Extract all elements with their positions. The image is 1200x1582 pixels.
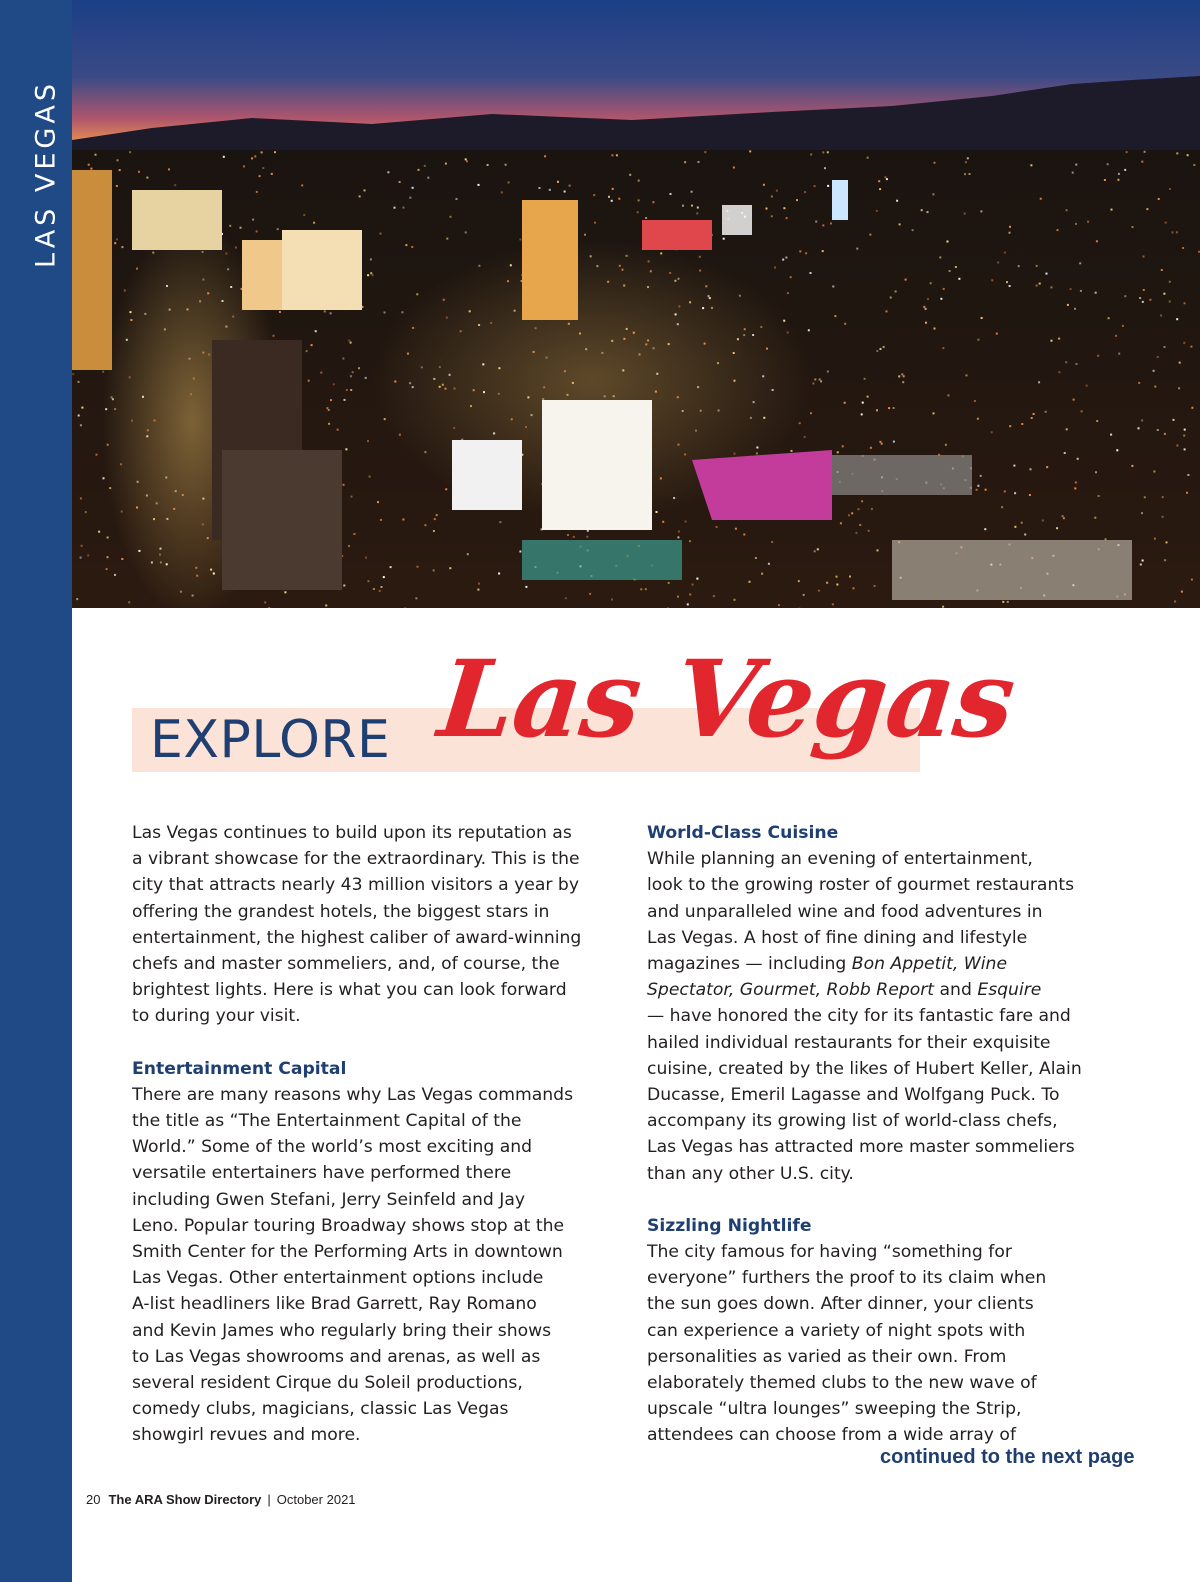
text-line: chefs and master sommeliers, and, of course, the	[132, 954, 560, 975]
cuisine-line: and unparalleled wine and food adventures in	[647, 901, 1043, 922]
text-line: the sun goes down. After dinner, your clients	[647, 1294, 1034, 1315]
entertainment-paragraph	[132, 1082, 610, 1449]
magazine-names: Spectator, Gourmet, Robb Report	[647, 980, 935, 1001]
text-line: a vibrant showcase for the extraordinary. This is the	[132, 849, 580, 870]
text-line: versatile entertainers have performed there	[132, 1163, 512, 1184]
right-column	[647, 820, 1117, 1449]
text-line: to during your visit.	[132, 1006, 301, 1027]
text-line: personalities as varied as their own. From	[647, 1346, 1007, 1367]
text-line: Las Vegas continues to build upon its reputation as	[132, 823, 572, 843]
text-line: to Las Vegas showrooms and arenas, as well as	[132, 1346, 541, 1367]
text-line: upscale “ultra lounges” sweeping the Strip,	[647, 1399, 1022, 1420]
cuisine-line: While planning an evening of entertainment,	[647, 849, 1033, 870]
issue-date: October 2021	[276, 1492, 356, 1507]
text-line: The city famous for having “something for	[647, 1242, 1012, 1263]
text-line: World.” Some of the world’s most exciting and	[132, 1137, 533, 1158]
text-line: Ducasse, Emeril Lagasse and Wolfgang Puck. To	[647, 1085, 1060, 1106]
text-line: entertainment, the highest caliber of award-winning	[132, 927, 582, 948]
nightlife-paragraph	[647, 1239, 1117, 1449]
cuisine-line	[647, 951, 1117, 977]
cuisine-line: look to the growing roster of gourmet restaurants	[647, 875, 1075, 896]
city-skyline-night-photo-icon	[72, 0, 1200, 608]
text-line: Smith Center for the Performing Arts in downtown	[132, 1242, 563, 1263]
text-line: A-list headliners like Brad Garrett, Ray Romano	[132, 1294, 537, 1315]
magazine-names: Bon Appetit, Wine	[851, 954, 1008, 975]
nightlife-heading: Sizzling Nightlife	[647, 1215, 812, 1236]
footer	[86, 1492, 356, 1507]
cuisine-text: and	[934, 980, 978, 1001]
text-line: and Kevin James who regularly bring their shows	[132, 1320, 552, 1341]
text-line: Las Vegas has attracted more master sommeliers	[647, 1137, 1075, 1158]
text-line: cuisine, created by the likes of Hubert Keller, Alain	[647, 1058, 1082, 1079]
left-column	[132, 820, 610, 1449]
text-line: showgirl revues and more.	[132, 1425, 361, 1446]
text-line: comedy clubs, magicians, classic Las Vegas	[132, 1399, 509, 1420]
title-explore: EXPLORE	[150, 710, 391, 770]
text-line: hailed individual restaurants for their exquisite	[647, 1032, 1051, 1053]
cuisine-text: magazines — including	[647, 954, 852, 975]
cuisine-line: Las Vegas. A host of fine dining and lifestyle	[647, 927, 1028, 948]
text-line: can experience a variety of night spots with	[647, 1320, 1026, 1341]
text-line: — have honored the city for its fantastic fare and	[647, 1006, 1071, 1027]
text-line: Las Vegas. Other entertainment options include	[132, 1268, 544, 1289]
text-line: elaborately themed clubs to the new wave of	[647, 1373, 1037, 1394]
text-line: accompany its growing list of world-class chefs,	[647, 1111, 1058, 1132]
intro-paragraph	[132, 820, 610, 1030]
text-line: several resident Cirque du Soleil productions,	[132, 1373, 523, 1394]
title-script: Las Vegas	[433, 636, 1020, 761]
side-bar	[0, 0, 72, 1582]
hero-photo	[72, 0, 1200, 608]
text-line: the title as “The Entertainment Capital of the	[132, 1111, 522, 1132]
footer-separator: |	[267, 1492, 271, 1507]
entertainment-heading: Entertainment Capital	[132, 1058, 347, 1079]
section-label: LAS VEGAS	[30, 80, 62, 268]
cuisine-line	[647, 977, 1117, 1003]
cuisine-heading: World-Class Cuisine	[647, 823, 839, 843]
page-number: 20	[86, 1492, 101, 1507]
text-line: than any other U.S. city.	[647, 1163, 854, 1184]
text-line: Leno. Popular touring Broadway shows stop at the	[132, 1215, 565, 1236]
text-line: city that attracts nearly 43 million visitors a year by	[132, 875, 580, 896]
text-line: including Gwen Stefani, Jerry Seinfeld and Jay	[132, 1189, 526, 1210]
text-line: offering the grandest hotels, the biggest stars in	[132, 901, 550, 922]
text-line: There are many reasons why Las Vegas commands	[132, 1084, 574, 1105]
text-line: brightest lights. Here is what you can look forward	[132, 980, 567, 1001]
continued-link[interactable]: continued to the next page	[880, 1446, 1135, 1468]
text-line: attendees can choose from a wide array of	[647, 1425, 1016, 1446]
publication-name: The ARA Show Directory	[108, 1492, 262, 1507]
text-line: everyone” furthers the proof to its claim when	[647, 1268, 1047, 1289]
magazine-names: Esquire	[977, 980, 1042, 1001]
cuisine-paragraph	[647, 1003, 1117, 1186]
